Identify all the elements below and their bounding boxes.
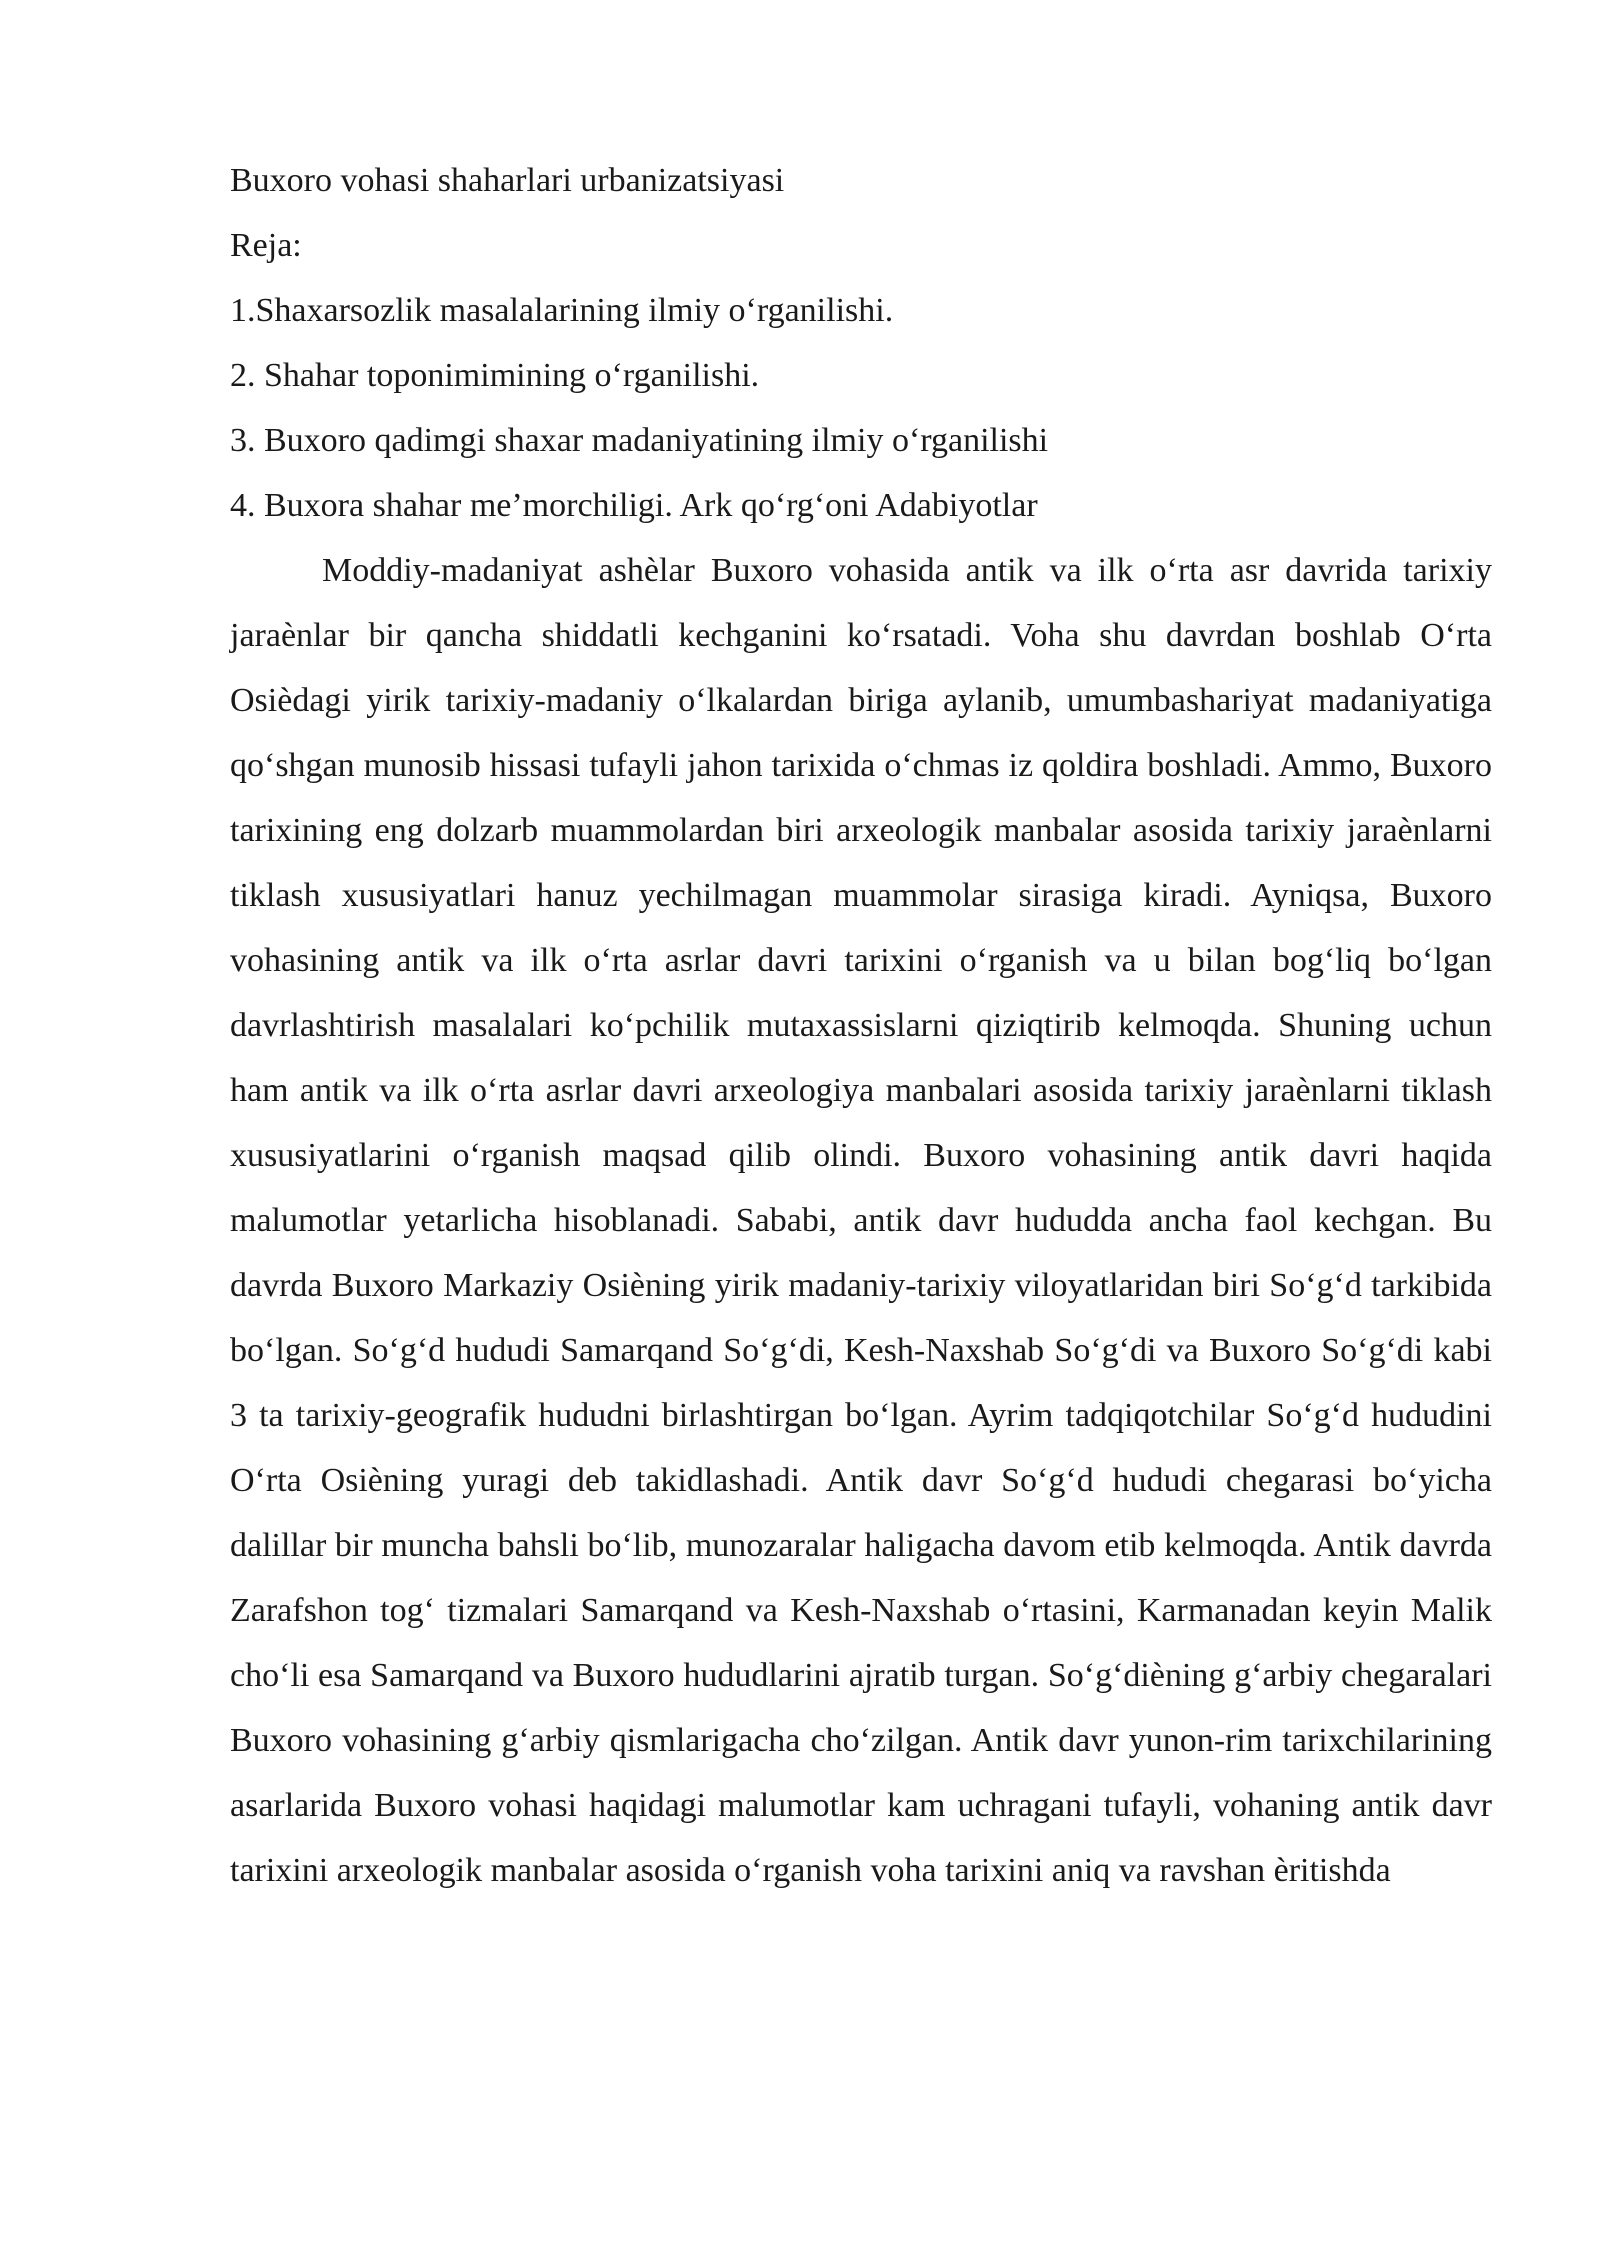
plan-item-3: 3. Buxoro qadimgi shaxar madaniyatining ilmiy o‘rganilishi: [230, 422, 1049, 459]
document-title: Buxoro vohasi shaharlari urbanizatsiyasi: [230, 162, 785, 199]
plan-heading: Reja:: [230, 227, 302, 264]
plan-item-1: 1.Shaxarsozlik masalalarining ilmiy o‘rganilishi.: [230, 292, 894, 329]
plan-item-4: 4. Buxora shahar me’morchiligi. Ark qo‘rg‘oni Adabiyotlar: [230, 487, 1038, 524]
document-content: [230, 148, 1492, 1903]
body-paragraph: Moddiy-madaniyat ashèlar Buxoro vohasida antik va ilk o‘rta asr davrida tarixiy jaraènlar bir qancha shiddatli kechganini ko‘rsatadi. Voha shu davrdan boshlab O‘rta Osièdagi yirik tarixiy-madaniy o‘lkalardan biriga aylanib, umumbashariyat madaniyatiga qo‘shgan munosib hissasi tufayli jahon tarixida o‘chmas iz qoldira boshladi. Ammo, Buxoro tarixining eng dolzarb muammolardan biri arxeologik manbalar asosida tarixiy jaraènlarni tiklash xususiyatlari hanuz yechilmagan muammolar sirasiga kiradi. Ayniqsa, Buxoro vohasining antik va ilk o‘rta asrlar davri tarixini o‘rganish va u bilan bog‘liq bo‘lgan davrlashtirish masalalari ko‘pchilik mutaxassislarni qiziqtirib kelmoqda. Shuning uchun ham antik va ilk o‘rta asrlar davri arxeologiya manbalari asosida tarixiy jaraènlarni tiklash xususiyatlarini o‘rganish maqsad qilib olindi. Buxoro vohasining antik davri haqida malumotlar yetarlicha hisoblanadi. Sababi, antik davr hududda ancha faol kechgan. Bu davrda Buxoro Markaziy Osièning yirik madaniy-tarixiy viloyatlaridan biri So‘g‘d tarkibida bo‘lgan. So‘g‘d hududi Samarqand So‘g‘di, Kesh-Naxshab So‘g‘di va Buxoro So‘g‘di kabi 3 ta tarixiy-geografik hududni birlashtirgan bo‘lgan. Ayrim tadqiqotchilar So‘g‘d hududini O‘rta Osièning yuragi deb takidlashadi. Antik davr So‘g‘d hududi chegarasi bo‘yicha dalillar bir muncha bahsli bo‘lib, munozaralar haligacha davom etib kelmoqda. Antik davrda Zarafshon tog‘ tizmalari Samarqand va Kesh-Naxshab o‘rtasini, Karmanadan keyin Malik cho‘li esa Samarqand va Buxoro hududlarini ajratib turgan. So‘g‘dièning g‘arbiy chegaralari Buxoro vohasining g‘arbiy qismlarigacha cho‘zilgan. Antik davr yunon-rim tarixchilarining asarlarida Buxoro vohasi haqidagi malumotlar kam uchragani tufayli, vohaning antik davr tarixini arxeologik manbalar asosida o‘rganish voha tarixini aniq va ravshan èritishda: [230, 552, 1492, 1889]
plan-item-2: 2. Shahar toponimimining o‘rganilishi.: [230, 357, 760, 394]
